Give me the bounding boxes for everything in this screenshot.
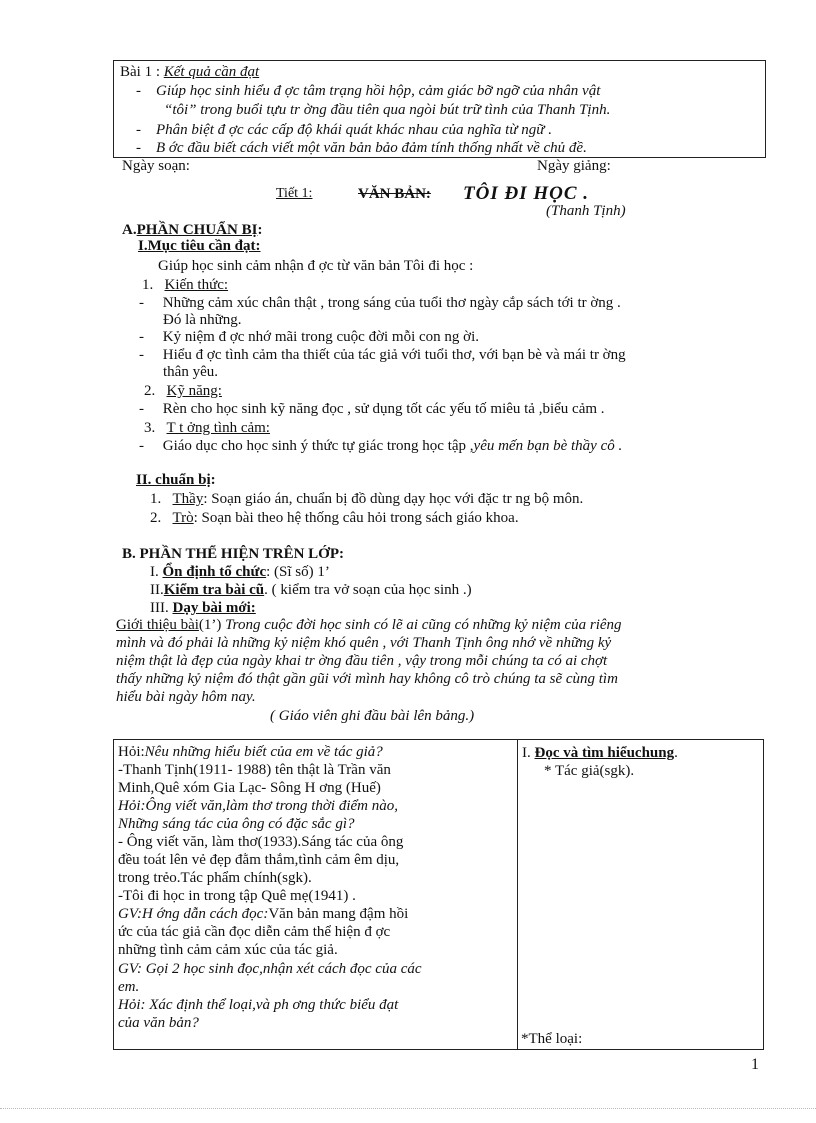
kiem-tra-bai-cu: II.Kiểm tra bài cũ. ( kiểm tra vở soạn của học sinh .) xyxy=(150,582,472,598)
kien-thuc-item-2: - Kỷ niệm đ ợc nhớ mãi trong cuộc đời mỗi con ng ời. xyxy=(139,329,480,345)
lesson-number: Bài 1 : xyxy=(120,64,160,80)
table-row: trong trẻo.Tác phẩm chính(sgk). xyxy=(118,870,312,886)
table-row: -Tôi đi học in trong tập Quê mẹ(1941) . xyxy=(118,888,356,904)
ky-nang-item: - Rèn cho học sinh kỹ năng đọc , sử dụng tốt các yếu tố miêu tả ,biểu cảm . xyxy=(139,401,605,417)
table-row: GV: Gọi 2 học sinh đọc,nhận xét cách đọc của các xyxy=(118,961,422,977)
gioi-thieu-line-3: niệm thật là đẹp của ngày khai tr ờng đầu tiên , vậy trong mỗi chúng ta có ai chợt xyxy=(116,653,608,669)
kien-thuc-item-3-cont: thân yêu. xyxy=(163,364,218,380)
objectives-heading xyxy=(120,64,259,81)
table-row: GV:H ớng dẫn cách đọc:Văn bản mang đậm hồi xyxy=(118,906,409,922)
tu-tuong-heading: 3. T t ởng tình cảm: xyxy=(144,420,270,436)
ky-nang-heading: 2. Kỹ năng: xyxy=(144,383,222,399)
table-row: em. xyxy=(118,979,140,995)
gioi-thieu-line-1: Giới thiệu bài(1’) Trong cuộc đời học sinh có lẽ ai cũng có những kỷ niệm của riêng xyxy=(116,617,622,633)
gioi-thieu-line-2: mình và đó phải là những kỷ niệm khó quên , với Thanh Tịnh ông nhớ về những kỷ xyxy=(116,635,612,651)
lesson-title: TÔI ĐI HỌC . xyxy=(463,183,590,204)
author-name: (Thanh Tịnh) xyxy=(546,203,626,219)
section-a-intro: Giúp học sinh cảm nhận đ ợc từ văn bản Tôi đi học : xyxy=(158,258,474,274)
objective-item-1-cont: “tôi” trong buổi tựu tr ờng đầu tiên qua ngòi bút trữ tình của Thanh Tịnh. xyxy=(164,102,611,118)
objective-item-1: - Giúp học sinh hiểu đ ợc tâm trạng hồi hộp, cảm giác bỡ ngỡ của nhân vật xyxy=(136,83,601,99)
page-number: 1 xyxy=(751,1056,759,1073)
objectives-heading-text: Kết quả cần đạt xyxy=(163,64,260,80)
teacher-note: ( Giáo viên ghi đầu bài lên bảng.) xyxy=(270,708,475,724)
chuan-bi-thay: 1. Thầy: Soạn giáo án, chuẩn bị đồ dùng dạy học với đặc tr ng bộ môn. xyxy=(150,491,584,507)
chuan-bi-heading: II. chuẩn bị: xyxy=(136,472,216,488)
day-bai-moi: III. Dạy bài mới: xyxy=(150,600,256,616)
table-row: -Thanh Tịnh(1911- 1988) tên thật là Trần văn xyxy=(118,762,391,778)
tiet-label: Tiết 1: xyxy=(276,186,313,201)
chuan-bi-tro: 2. Trò: Soạn bài theo hệ thống câu hỏi trong sách giáo khoa. xyxy=(150,510,519,526)
objective-item-2: - Phân biệt đ ợc các cấp độ khái quát khác nhau của nghĩa từ ngữ . xyxy=(136,122,552,138)
table-row: những tình cảm cảm xúc của tác giả. xyxy=(118,942,338,958)
ngay-giang: Ngày giảng: xyxy=(537,158,611,174)
gioi-thieu-line-5: hiểu bài ngày hôm nay. xyxy=(116,689,256,705)
section-b-title: B. PHẦN THỂ HIỆN TRÊN LỚP: xyxy=(122,546,344,562)
table-divider xyxy=(517,740,518,1049)
tu-tuong-item: - Giáo dục cho học sinh ý thức tự giác trong học tập ,yêu mến bạn bè thầy cô . xyxy=(139,438,623,454)
table-row: Hỏi:Ông viết văn,làm thơ trong thời điểm nào, xyxy=(118,798,399,814)
kien-thuc-item-3: - Hiểu đ ợc tình cảm tha thiết của tác giả với tuổi thơ, với bạn bè và mái tr ờng xyxy=(139,347,626,363)
kien-thuc-item-1-cont: Đó là những. xyxy=(163,312,242,328)
gioi-thieu-line-4: thấy những kỷ niệm đó thật gần gũi với mình hay không cô trò chúng ta sẽ cùng tìm xyxy=(116,671,618,687)
objective-item-3: - B ớc đầu biết cách viết một văn bản bảo đảm tính thống nhất về chủ đề. xyxy=(136,140,587,156)
right-col-genre: *Thể loại: xyxy=(521,1031,583,1047)
van-ban-label: VĂN BẢN: xyxy=(358,186,431,202)
table-row: Hỏi:Nêu những hiểu biết của em về tác giả? xyxy=(118,744,383,760)
table-row: của văn bản? xyxy=(118,1015,199,1031)
table-row: ức của tác giả cần đọc diễn cảm thể hiện đ ợc xyxy=(118,924,391,940)
kien-thuc-item-1: - Những cảm xúc chân thật , trong sáng của tuổi thơ ngày cắp sách tới tr ờng . xyxy=(139,295,621,311)
page-footer-line xyxy=(0,1108,816,1109)
table-row: Hỏi: Xác định thể loại,và ph ơng thức biểu đạt xyxy=(118,997,399,1013)
table-row: - Ông viết văn, làm thơ(1933).Sáng tác của ông xyxy=(118,834,404,850)
table-row: Minh,Quê xóm Gia Lạc- Sông H ơng (Huế) xyxy=(118,780,381,796)
right-col-heading: I. Đọc và tìm hiểuchung. xyxy=(522,745,678,761)
table-row: đều toát lên vẻ đẹp đằm thắm,tình cảm êm dịu, xyxy=(118,852,400,868)
right-col-author: * Tác giả(sgk). xyxy=(544,763,635,779)
kien-thuc-heading: 1. Kiến thức: xyxy=(142,277,229,293)
section-a-title: A.PHẦN CHUẨN BỊ: xyxy=(122,222,263,238)
table-row: Những sáng tác của ông có đặc sắc gì? xyxy=(118,816,355,832)
ngay-soan: Ngày soạn: xyxy=(122,158,190,174)
on-dinh-to-chuc: I. Ổn định tổ chức: (Sĩ số) 1’ xyxy=(150,564,330,580)
section-a-sub1: I.Mục tiêu cần đạt: xyxy=(138,238,261,254)
